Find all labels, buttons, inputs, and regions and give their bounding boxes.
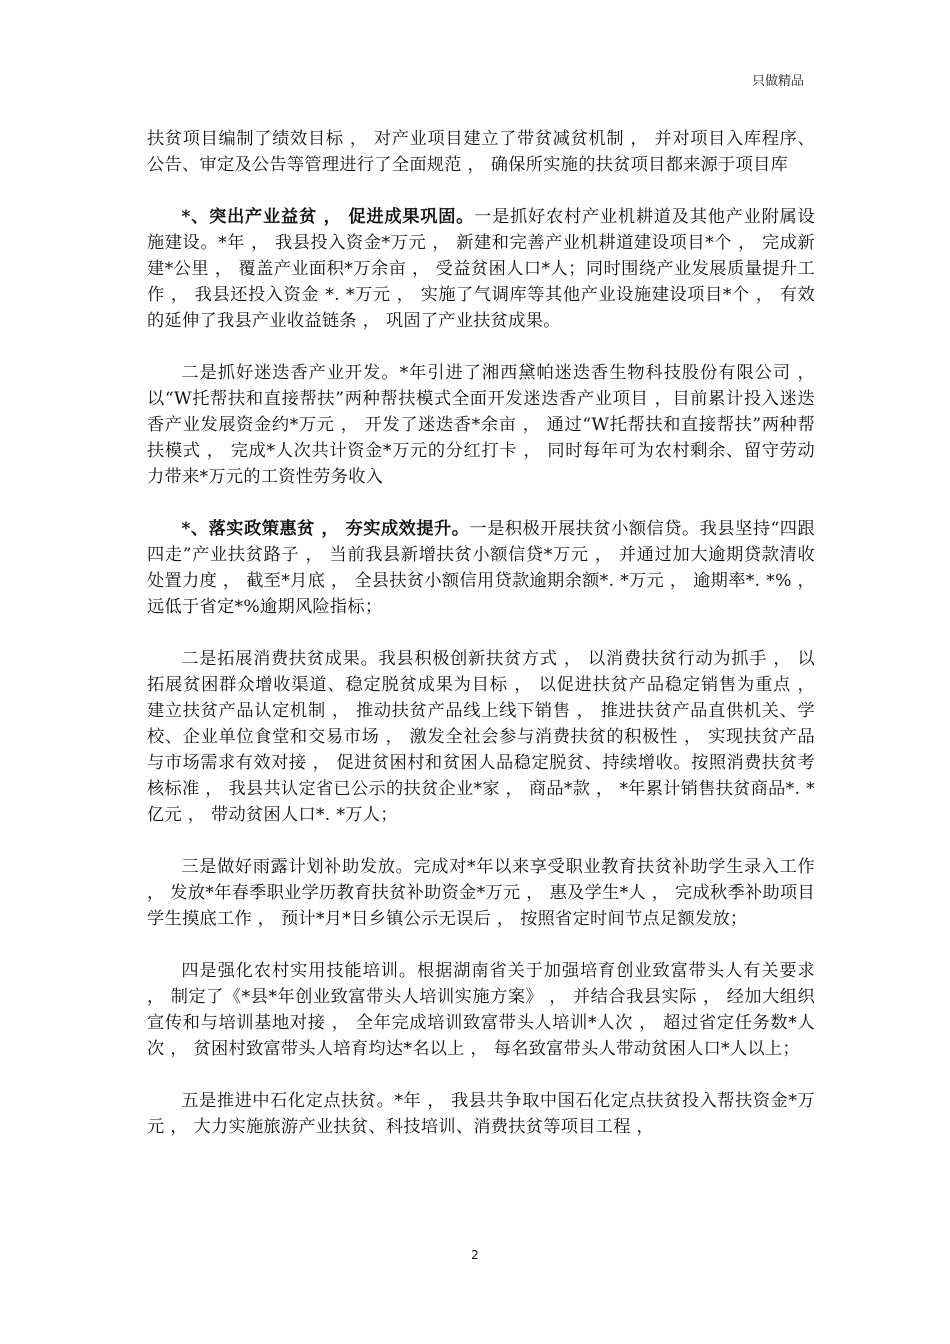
page-number: 2 — [471, 1248, 479, 1262]
paragraph-text: 扶贫项目编制了绩效目标 ， 对产业项目建立了带贫减贫机制 ， 并对项目入库程序、公告、审定及公告等管理进行了全面规范 ， 确保所实施的扶贫项目都来源于项目库 — [147, 129, 815, 175]
paragraph-industry-benefit — [147, 204, 815, 334]
paragraph-heading: *、突出产业益贫 ， 促进成果巩固。 — [181, 207, 475, 227]
paragraph-sinopec — [147, 1088, 815, 1140]
paragraph-text: 五是推进中石化定点扶贫。*年 ， 我县共争取中国石化定点扶贫投入帮扶资金*万元 ， 大力实施旅游产业扶贫、科技培训、消费扶贫等项目工程 ， — [147, 1091, 815, 1137]
paragraph-text: 二是拓展消费扶贫成果。我县积极创新扶贫方式 ， 以消费扶贫行动为抓手 ， 以拓展贫困群众增收渠道、稳定脱贫成果为目标 ， 以促进扶贫产品稳定销售为重点 ， 建立扶贫产品认定机制 ， 推动扶贫产品线上线下销售 ， 推进扶贫产品直供机关、学校、企业单位食堂和交易市场 ， 激发全社会参与消费扶贫的积极性 ， 实现扶贫产品与市场需求有效对接 ， 促进贫困村和贫困人品稳定脱贫、持续增收。按照消费扶贫考核标准 ， 我县共认定省已公示的扶贫企业*家 ， 商品*款 ， *年累计销售扶贫商品*. *亿元 ， 带动贫困人口*. *万人； — [147, 649, 815, 825]
paragraph-project-library — [147, 126, 815, 178]
paragraph-text: 一是积极开展扶贫小额信贷。我县坚持“四跟四走”产业扶贫路子 ， 当前我县新增扶贫小额信贷*万元 ， 并通过加大逾期贷款清收处置力度 ， 截至*月底 ， 全县扶贫小额信用贷款逾期余额*. *万元 ， 逾期率*. *% ， 远低于省定*%逾期风险指标； — [147, 519, 815, 617]
paragraph-text: 三是做好雨露计划补助发放。完成对*年以来享受职业教育扶贫补助学生录入工作 ， 发放*年春季职业学历教育扶贫补助资金*万元 ， 惠及学生*人 ， 完成秋季补助项目学生摸底工作 ， 预计*月*日乡镇公示无误后 ， 按照省定时间节点足额发放； — [147, 857, 815, 929]
paragraph-consumption — [147, 646, 815, 828]
paragraph-yulu-plan — [147, 854, 815, 932]
paragraph-text: 一是抓好农村产业机耕道及其他产业附属设施建设。*年 ， 我县投入资金*万元 ， 新建和完善产业机耕道建设项目*个 ， 完成新建*公里 ， 覆盖产业面积*万余亩 ， 受益贫困人口*人；同时围绕产业发展质量提升工作 ， 我县还投入资金 *. *万元 ， 实施了气调库等其他产业设施建设项目*个 ， 有效的延伸了我县产业收益链条 ， 巩固了产业扶贫成果。 — [147, 207, 816, 331]
paragraph-skills-training — [147, 958, 815, 1062]
paragraph-text: 四是强化农村实用技能培训。根据湖南省关于加强培育创业致富带头人有关要求 ， 制定了《*县*年创业致富带头人培训实施方案》 ， 并结合我县实际 ， 经加大组织宣传和与培训基地对接 ， 全年完成培训致富带头人培训*人次 ， 超过省定任务数*人次 ， 贫困村致富带头人培育均达*名以上 ， 每名致富带头人带动贫困人口*人以上； — [147, 961, 815, 1059]
header-note: 只做精品 — [751, 74, 804, 89]
paragraph-text: 二是抓好迷迭香产业开发。*年引进了湘西黛帕迷迭香生物科技股份有限公司 ， 以“W托帮扶和直接帮扶”两种帮扶模式全面开发迷迭香产业项目 ，目前累计投入迷迭香产业发展资金约*万元 ， 开发了迷迭香*余亩 ， 通过“W托帮扶和直接帮扶”两种帮扶模式 ， 完成*人次共计资金*万元的分红打卡 ， 同时每年可为农村剩余、留守劳动力带来*万元的工资性劳务收入 — [147, 363, 815, 487]
paragraph-rosemary — [147, 360, 815, 490]
document-body — [147, 126, 815, 1166]
paragraph-heading: *、落实政策惠贫 ， 夯实成效提升。 — [181, 519, 470, 539]
paragraph-policy — [147, 516, 815, 620]
